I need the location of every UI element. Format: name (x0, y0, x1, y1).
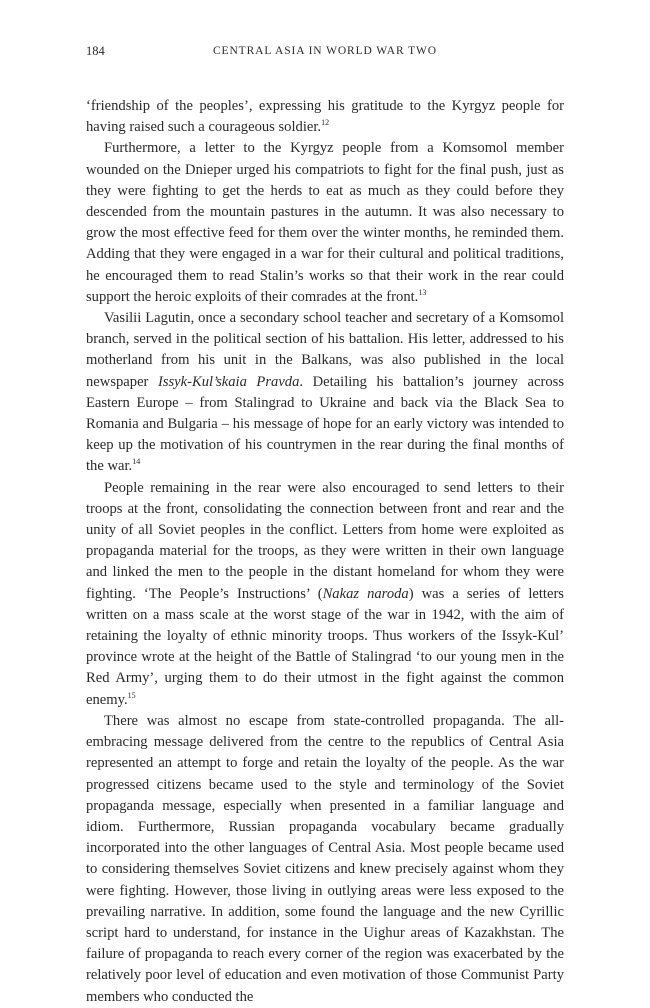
page-number: 184 (86, 44, 105, 58)
paragraph (86, 711, 564, 1008)
paragraph (86, 138, 564, 308)
body-text (86, 96, 564, 1008)
paragraph (86, 308, 564, 478)
running-head (86, 42, 564, 60)
paragraph-text: Vasilii Lagutin, once a secondary school teacher and secretary of a Komsomol branch, served in the political section of his battalion. His letter, addressed to his motherland from his unit in the Balkans, was also published in the local newspaper (86, 310, 564, 390)
paragraph-text: ‘friendship of the peoples’, expressing his gratitude to the Kyrgyz people for having raised such a courageous soldier. (86, 98, 564, 136)
paragraph-text: People remaining in the rear were also encouraged to send letters to their troops at the front, consolidating the connection between front and rear and the unity of all Soviet peoples in the conflict. Letters from home were exploited as propaganda material for the troops, as they were written in their own language and linked the men to the people in the distant homeland for whom they were fighting. ‘The People’s Instructions’ ( (86, 479, 564, 602)
running-title: CENTRAL ASIA IN WORLD WAR TWO (212, 45, 438, 57)
footnote-ref: 13 (418, 287, 427, 297)
paragraph-text: ) was a series of letters written on a mass scale at the worst stage of the war in 1942, with the aim of retaining the loyalty of ethnic minority troops. Thus workers of the Issyk-Kul’ province wrote at the height of the Battle of Stalingrad ‘to our young men in the Red Army’, urging them to do their utmost in the fight against the common enemy. (86, 585, 564, 708)
newspaper-title: Issyk-Kul’skaia Pravda (157, 373, 300, 390)
footnote-ref: 15 (127, 690, 136, 700)
paragraph-text: . Detailing his battalion’s journey across Eastern Europe – from Stalingrad to Ukraine and back via the Black Sea to Romania and Bulgaria – his message of hope for an early victory was intended to keep up the motivation of his countrymen in the rear during the final months of the war. (86, 373, 564, 475)
russian-term: Nakaz naroda (322, 585, 409, 602)
paragraph (86, 96, 564, 138)
footnote-ref: 12 (321, 118, 330, 128)
paragraph-text: Furthermore, a letter to the Kyrgyz people from a Komsomol member wounded on the Dnieper urged his compatriots to fight for the final push, just as they were fighting to get the herds to eat as much as they could before they descended from the mountain pastures in the autumn. It was also necessary to grow the most effective feed for them over the winter months, he reminded them. Adding that they were engaged in a war for their cultural and political traditions, he encouraged them to read Stalin’s works so that their work in the rear could support the heroic exploits of their comrades at the front. (86, 140, 564, 305)
paragraph (86, 478, 564, 711)
footnote-ref: 14 (132, 457, 141, 467)
paragraph-text: There was almost no escape from state-controlled propaganda. The all-embracing message delivered from the centre to the republics of Central Asia represented an attempt to forge and retain the loyalty of the people. As the war progressed citizens became used to the style and terminology of the Soviet propaganda message, especially when presented in a familiar language and idiom. Furthermore, Russian propaganda vocabulary became gradually incorporated into the other languages of Central Asia. Most people became used to considering themselves Soviet citizens and knew precisely against whom they were fighting. However, those living in outlying areas were less exposed to the prevailing narrative. In addition, some found the language and the new Cyrillic script hard to understand, for instance in the Uighur areas of Kazakhstan. The failure of propaganda to reach every corner of the region was exacerbated by the relatively poor level of education and even motivation of those Communist Party members who conducted the (86, 712, 564, 1005)
